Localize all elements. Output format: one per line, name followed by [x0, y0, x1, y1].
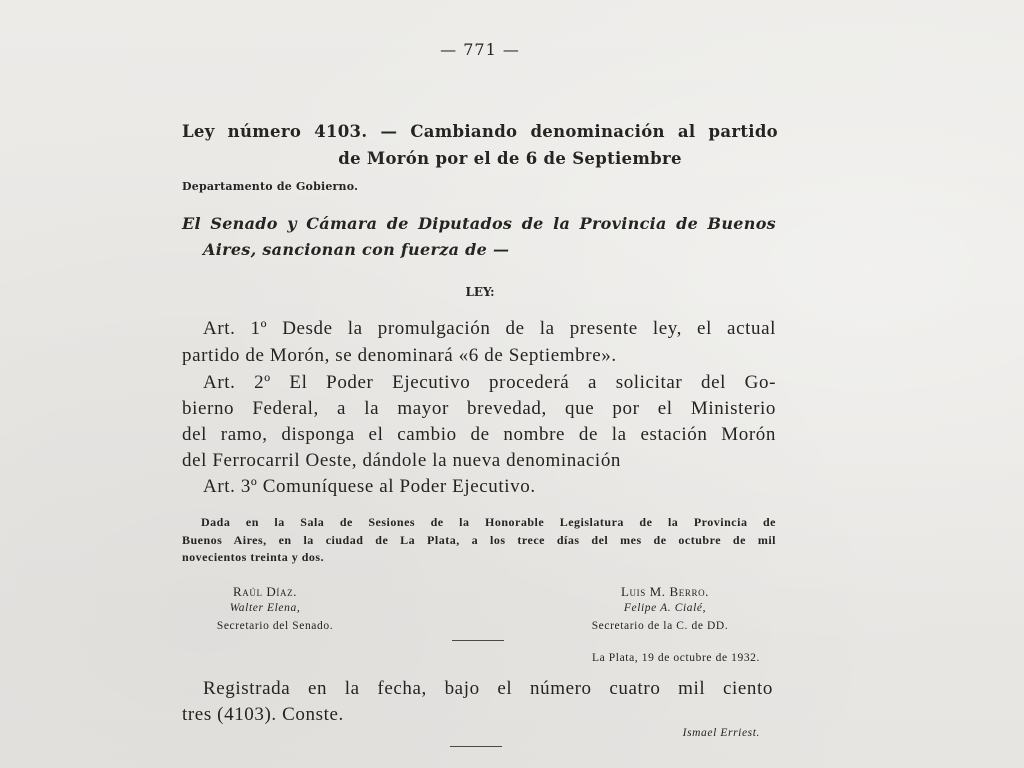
- registrar-signature: Ismael Erriest.: [682, 727, 760, 739]
- article-1-line-2: partido de Morón, se denominará «6 de Septiembre».: [182, 345, 617, 366]
- law-title-line-1: Ley número 4103. — Cambiando denominación al partido: [182, 122, 778, 141]
- registration-line-2: tres (4103). Conste.: [182, 704, 344, 725]
- signature-right-secretary: Felipe A. Cialé,: [623, 602, 707, 614]
- signature-left-role: Secretario del Senado.: [216, 620, 334, 632]
- article-2-line-1: Art. 2º El Poder Ejecutivo procederá a solicitar del Go-: [203, 372, 776, 393]
- signature-left-name: Raúl Díaz.: [232, 584, 298, 599]
- article-3-line-1: Art. 3º Comuníquese al Poder Ejecutivo.: [203, 476, 536, 497]
- registration-line-1: Registrada en la fecha, bajo el número cuatro mil ciento: [203, 678, 773, 699]
- page-number: — 771 —: [440, 40, 520, 59]
- section-divider: [452, 640, 504, 641]
- given-text-line-3: novecientos treinta y dos.: [182, 550, 325, 564]
- end-divider: [450, 746, 502, 747]
- given-text-line-1: Dada en la Sala de Sesiones de la Honorable Legislatura de la Provincia de: [201, 515, 776, 529]
- law-title-line-2: de Morón por el de 6 de Septiembre: [338, 149, 682, 168]
- ley-heading: LEY:: [465, 285, 495, 299]
- department-label: Departamento de Gobierno.: [182, 180, 359, 193]
- enactment-line-1: El Senado y Cámara de Diputados de la Provincia de Buenos: [182, 214, 776, 233]
- article-2-line-4: del Ferrocarril Oeste, dándole la nueva denominación: [182, 450, 622, 471]
- article-2-line-2: bierno Federal, a la mayor brevedad, que por el Ministerio: [182, 398, 776, 419]
- article-2-line-3: del ramo, disponga el cambio de nombre de la estación Morón: [182, 424, 776, 445]
- enactment-line-2: Aires, sancionan con fuerza de —: [203, 240, 510, 259]
- signature-right-name: Luis M. Berro.: [620, 584, 710, 599]
- signature-right-role: Secretario de la C. de DD.: [591, 620, 729, 632]
- date-place: La Plata, 19 de octubre de 1932.: [591, 652, 760, 664]
- signature-left-secretary: Walter Elena,: [229, 602, 301, 614]
- given-text-line-2: Buenos Aires, en la ciudad de La Plata, a los trece días del mes de octubre de mil: [182, 533, 776, 547]
- article-1-line-1: Art. 1º Desde la promulgación de la presente ley, el actual: [203, 318, 776, 339]
